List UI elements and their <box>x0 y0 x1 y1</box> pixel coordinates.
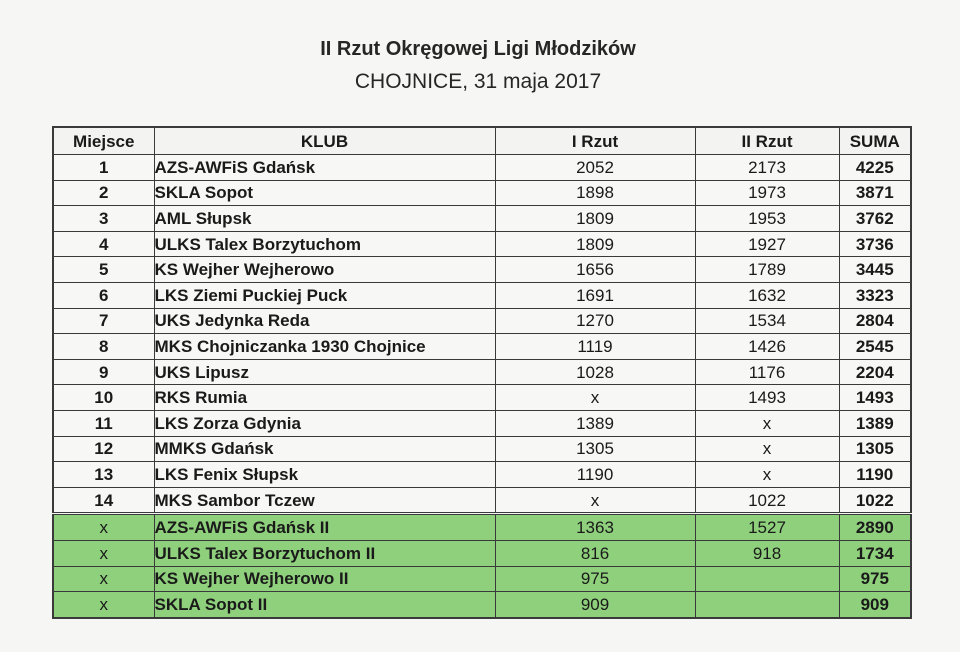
cell-sum: 909 <box>839 592 911 618</box>
cell-club: MKS Sambor Tczew <box>154 487 495 514</box>
cell-club: LKS Ziemi Puckiej Puck <box>154 282 495 308</box>
table-header-row <box>53 127 911 155</box>
cell-sum: 2804 <box>839 308 911 334</box>
cell-club: ULKS Talex Borzytuchom <box>154 231 495 257</box>
cell-place: 13 <box>53 462 154 488</box>
table-row <box>53 231 911 257</box>
cell-club: KS Wejher Wejherowo II <box>154 566 495 592</box>
cell-sum: 975 <box>839 566 911 592</box>
cell-club: SKLA Sopot II <box>154 592 495 618</box>
table-row <box>53 257 911 283</box>
cell-round2: x <box>695 410 839 436</box>
cell-sum: 3762 <box>839 206 911 232</box>
cell-club: LKS Fenix Słupsk <box>154 462 495 488</box>
cell-round1: 1656 <box>495 257 695 283</box>
table-row <box>53 180 911 206</box>
cell-round1: x <box>495 487 695 514</box>
cell-sum: 3323 <box>839 282 911 308</box>
cell-round2: 1534 <box>695 308 839 334</box>
cell-round1: 1898 <box>495 180 695 206</box>
table-row <box>53 540 911 566</box>
cell-round2: 1022 <box>695 487 839 514</box>
cell-club: MKS Chojniczanka 1930 Chojnice <box>154 334 495 360</box>
cell-round2: 1927 <box>695 231 839 257</box>
cell-sum: 3736 <box>839 231 911 257</box>
cell-round1: 1691 <box>495 282 695 308</box>
page-subtitle: CHOJNICE, 31 maja 2017 <box>354 70 602 93</box>
column-header-round1: I Rzut <box>495 127 695 155</box>
cell-place: x <box>53 566 154 592</box>
cell-round1: 975 <box>495 566 695 592</box>
cell-place: 3 <box>53 206 154 232</box>
table-row <box>53 359 911 385</box>
table-row <box>53 308 911 334</box>
cell-sum: 1389 <box>839 410 911 436</box>
table-row <box>53 385 911 411</box>
cell-sum: 2545 <box>839 334 911 360</box>
cell-place: 14 <box>53 487 154 514</box>
cell-place: x <box>53 592 154 618</box>
cell-place: 12 <box>53 436 154 462</box>
cell-round1: 1028 <box>495 359 695 385</box>
table-row <box>53 462 911 488</box>
cell-sum: 1305 <box>839 436 911 462</box>
table-row <box>53 410 911 436</box>
cell-place: x <box>53 514 154 541</box>
cell-club: AZS-AWFiS Gdańsk <box>154 155 495 181</box>
cell-sum: 1493 <box>839 385 911 411</box>
cell-sum: 2204 <box>839 359 911 385</box>
cell-round2: 1493 <box>695 385 839 411</box>
cell-round2: x <box>695 436 839 462</box>
cell-round2: 918 <box>695 540 839 566</box>
table-row <box>53 334 911 360</box>
cell-sum: 1734 <box>839 540 911 566</box>
cell-place: 11 <box>53 410 154 436</box>
cell-round2: 1176 <box>695 359 839 385</box>
cell-place: 8 <box>53 334 154 360</box>
cell-round1: 1270 <box>495 308 695 334</box>
column-header-round2: II Rzut <box>695 127 839 155</box>
cell-round2 <box>695 592 839 618</box>
cell-round2: 1632 <box>695 282 839 308</box>
cell-club: AML Słupsk <box>154 206 495 232</box>
cell-round1: 1809 <box>495 231 695 257</box>
cell-round2: 1953 <box>695 206 839 232</box>
cell-round1: 1119 <box>495 334 695 360</box>
cell-round2 <box>695 566 839 592</box>
cell-place: 6 <box>53 282 154 308</box>
cell-place: 5 <box>53 257 154 283</box>
cell-club: MMKS Gdańsk <box>154 436 495 462</box>
cell-round2: 1426 <box>695 334 839 360</box>
table-row <box>53 487 911 514</box>
cell-place: 4 <box>53 231 154 257</box>
cell-place: x <box>53 540 154 566</box>
cell-round2: 1789 <box>695 257 839 283</box>
cell-sum: 3871 <box>839 180 911 206</box>
table-row <box>53 282 911 308</box>
cell-round2: 2173 <box>695 155 839 181</box>
cell-place: 9 <box>53 359 154 385</box>
column-header-place: Miejsce <box>53 127 154 155</box>
cell-round1: 2052 <box>495 155 695 181</box>
cell-round2: 1973 <box>695 180 839 206</box>
cell-club: ULKS Talex Borzytuchom II <box>154 540 495 566</box>
cell-club: UKS Lipusz <box>154 359 495 385</box>
table-row <box>53 155 911 181</box>
cell-round1: 1809 <box>495 206 695 232</box>
cell-round1: 1305 <box>495 436 695 462</box>
cell-sum: 3445 <box>839 257 911 283</box>
cell-place: 7 <box>53 308 154 334</box>
cell-round1: 1363 <box>495 514 695 541</box>
column-header-sum: SUMA <box>839 127 911 155</box>
table-row <box>53 566 911 592</box>
cell-club: RKS Rumia <box>154 385 495 411</box>
cell-club: SKLA Sopot <box>154 180 495 206</box>
column-header-club: KLUB <box>154 127 495 155</box>
table-body <box>53 155 911 618</box>
cell-club: AZS-AWFiS Gdańsk II <box>154 514 495 541</box>
cell-round1: 816 <box>495 540 695 566</box>
table-row <box>53 592 911 618</box>
cell-place: 10 <box>53 385 154 411</box>
cell-round1: x <box>495 385 695 411</box>
cell-place: 2 <box>53 180 154 206</box>
table-row <box>53 206 911 232</box>
cell-club: LKS Zorza Gdynia <box>154 410 495 436</box>
table-row <box>53 514 911 541</box>
table-row <box>53 436 911 462</box>
cell-round1: 1389 <box>495 410 695 436</box>
page-title: II Rzut Okręgowej Ligi Młodzików <box>320 38 636 60</box>
cell-round1: 909 <box>495 592 695 618</box>
cell-club: UKS Jedynka Reda <box>154 308 495 334</box>
cell-place: 1 <box>53 155 154 181</box>
cell-round2: 1527 <box>695 514 839 541</box>
cell-sum: 2890 <box>839 514 911 541</box>
cell-round1: 1190 <box>495 462 695 488</box>
results-table <box>52 126 912 619</box>
cell-round2: x <box>695 462 839 488</box>
cell-club: KS Wejher Wejherowo <box>154 257 495 283</box>
cell-sum: 1190 <box>839 462 911 488</box>
cell-sum: 4225 <box>839 155 911 181</box>
cell-sum: 1022 <box>839 487 911 514</box>
